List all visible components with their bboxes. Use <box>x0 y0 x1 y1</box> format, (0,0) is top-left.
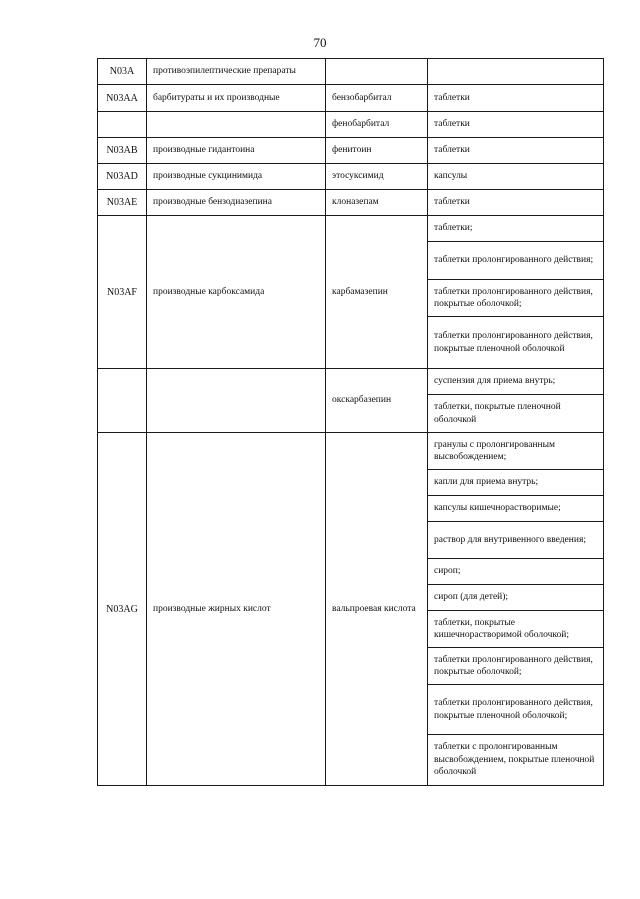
atc-code-cell <box>98 369 147 433</box>
substance-cell: карбамазепин <box>326 216 428 369</box>
group-name-cell: барбитураты и их производные <box>147 85 326 112</box>
group-name-cell <box>147 369 326 433</box>
dosage-form-cell: таблетки <box>428 138 604 164</box>
dosage-form-cell: гранулы с пролонгированным высвобождением; <box>428 433 604 470</box>
dosage-form-cell: таблетки пролонгированного действия, покрытые пленочной оболочкой; <box>428 685 604 735</box>
substance-cell: этосуксимид <box>326 164 428 190</box>
substance-cell: окскарбазепин <box>326 369 428 433</box>
group-name-cell: производные жирных кислот <box>147 433 326 786</box>
group-name-cell: производные гидантоина <box>147 138 326 164</box>
substance-cell: клоназепам <box>326 190 428 216</box>
dosage-form-cell: суспензия для приема внутрь; <box>428 369 604 395</box>
dosage-form-cell: таблетки, покрытые пленочной оболочкой <box>428 395 604 433</box>
table-row <box>98 369 604 395</box>
dosage-form-cell: таблетки пролонгированного действия, покрытые оболочкой; <box>428 280 604 317</box>
atc-code-cell <box>98 112 147 138</box>
dosage-form-cell: таблетки пролонгированного действия, покрытые пленочной оболочкой <box>428 317 604 369</box>
atc-code-cell: N03AG <box>98 433 147 786</box>
group-name-cell <box>147 112 326 138</box>
group-name-cell: противоэпилептические препараты <box>147 59 326 85</box>
dosage-form-cell: таблетки пролонгированного действия, покрытые оболочкой; <box>428 648 604 685</box>
table-row <box>98 164 604 190</box>
dosage-form-cell: таблетки, покрытые кишечнорастворимой оболочкой; <box>428 611 604 648</box>
atc-code-cell: N03AD <box>98 164 147 190</box>
atc-code-cell: N03AF <box>98 216 147 369</box>
table-row <box>98 112 604 138</box>
dosage-form-cell: сироп; <box>428 559 604 585</box>
table-row <box>98 85 604 112</box>
drug-table-body <box>98 59 604 786</box>
table-row <box>98 216 604 242</box>
group-name-cell: производные сукцинимида <box>147 164 326 190</box>
drug-table <box>97 58 604 786</box>
table-row <box>98 59 604 85</box>
dosage-form-cell: сироп (для детей); <box>428 585 604 611</box>
dosage-form-cell: капсулы кишечнорастворимые; <box>428 496 604 522</box>
substance-cell <box>326 59 428 85</box>
page-number: 70 <box>313 35 327 50</box>
table-row <box>98 190 604 216</box>
atc-code-cell: N03AB <box>98 138 147 164</box>
substance-cell: фенобарбитал <box>326 112 428 138</box>
dosage-form-cell: таблетки с пролонгированным высвобождением, покрытые пленочной оболочкой <box>428 735 604 786</box>
atc-code-cell: N03A <box>98 59 147 85</box>
substance-cell: бензобарбитал <box>326 85 428 112</box>
dosage-form-cell: таблетки пролонгированного действия; <box>428 242 604 280</box>
substance-cell: вальпроевая кислота <box>326 433 428 786</box>
dosage-form-cell: таблетки <box>428 85 604 112</box>
table-row <box>98 433 604 470</box>
table-row <box>98 138 604 164</box>
dosage-form-cell: таблетки <box>428 190 604 216</box>
dosage-form-cell: капли для приема внутрь; <box>428 470 604 496</box>
dosage-form-cell: таблетки; <box>428 216 604 242</box>
group-name-cell: производные бензодиазепина <box>147 190 326 216</box>
dosage-form-cell: раствор для внутривенного введения; <box>428 522 604 559</box>
atc-code-cell: N03AA <box>98 85 147 112</box>
dosage-form-cell: таблетки <box>428 112 604 138</box>
atc-code-cell: N03AE <box>98 190 147 216</box>
dosage-form-cell: капсулы <box>428 164 604 190</box>
dosage-form-cell <box>428 59 604 85</box>
group-name-cell: производные карбоксамида <box>147 216 326 369</box>
substance-cell: фенитоин <box>326 138 428 164</box>
